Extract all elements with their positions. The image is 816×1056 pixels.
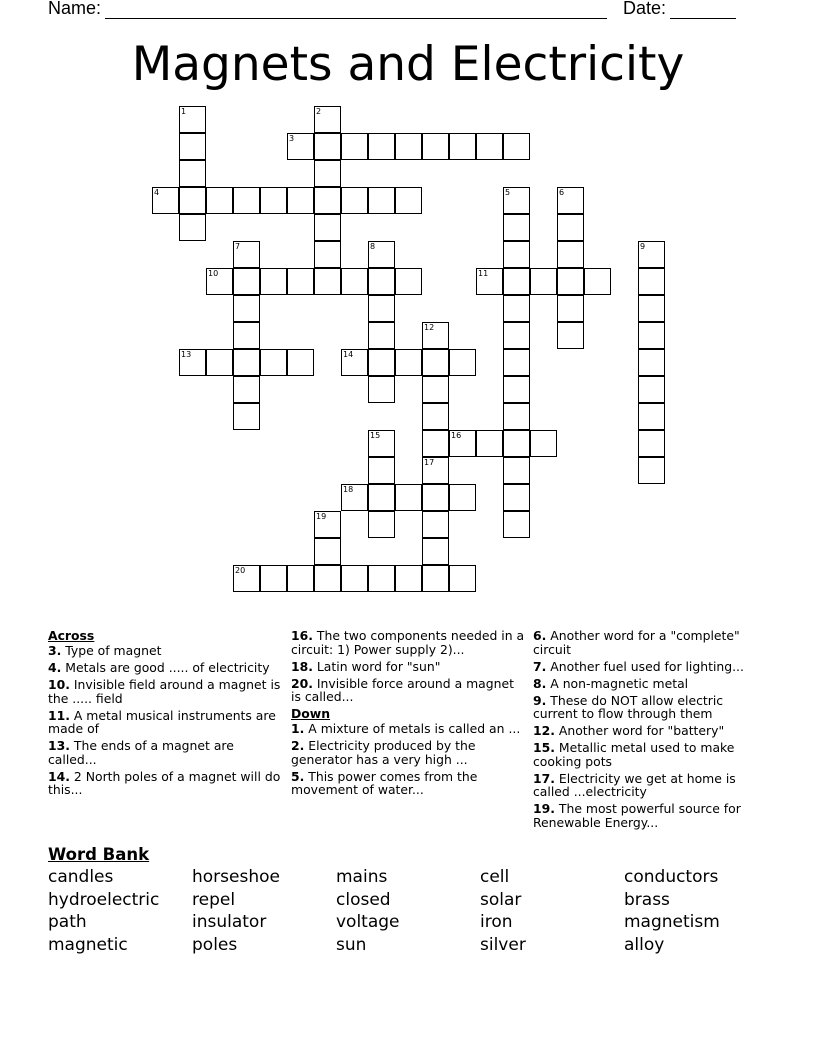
clue-text: The most powerful source for Renewable Energy... [533, 801, 741, 830]
grid-cell[interactable] [341, 484, 368, 511]
clue-number: 16. [291, 628, 313, 643]
clue-number: 13 [181, 350, 192, 359]
grid-cell[interactable] [287, 565, 314, 592]
grid-cell[interactable] [557, 187, 584, 214]
word-bank-word: poles [192, 935, 238, 956]
grid-cell[interactable] [287, 268, 314, 295]
grid-cell[interactable] [368, 241, 395, 268]
clue-number: 3. [48, 643, 62, 658]
date-label: Date: [623, 0, 667, 18]
clue-number: 5 [505, 188, 511, 197]
clue-text: Another fuel used for lighting... [546, 658, 744, 674]
grid-cell[interactable] [368, 133, 395, 160]
grid-cell[interactable] [638, 241, 665, 268]
clue-item [48, 678, 284, 705]
grid-cell[interactable] [395, 349, 422, 376]
grid-cell[interactable] [638, 322, 665, 349]
grid-cell[interactable] [503, 349, 530, 376]
grid-cell[interactable] [341, 565, 368, 592]
clue-number: 9. [533, 692, 547, 708]
clue-text: A non-magnetic metal [546, 675, 689, 691]
clue-item [291, 722, 527, 736]
page-title: Magnets and Electricity [131, 37, 685, 92]
word-bank-title: Word Bank [48, 845, 150, 864]
grid-cell[interactable] [503, 457, 530, 484]
clue-item [48, 661, 284, 675]
grid-cell[interactable] [206, 349, 233, 376]
grid-cell[interactable] [206, 187, 233, 214]
clue-number: 7. [533, 658, 547, 674]
grid-cell[interactable] [314, 511, 341, 538]
clue-text: Invisible field around a magnet is the ..... field [48, 677, 281, 706]
word-bank-column [624, 866, 720, 957]
grid-cell[interactable] [422, 511, 449, 538]
grid-cell[interactable] [314, 160, 341, 187]
clue-number: 16 [451, 431, 462, 440]
clue-text: A metal musical instruments are made of [48, 707, 276, 736]
grid-cell[interactable] [476, 133, 503, 160]
clue-text: The two components needed in a circuit: 1) Power supply 2)... [291, 628, 525, 657]
clue-number: 6 [559, 188, 565, 197]
grid-cell[interactable] [368, 349, 395, 376]
clue-column-3 [533, 629, 769, 833]
clue-number: 6. [533, 628, 547, 643]
grid-cell[interactable] [503, 403, 530, 430]
grid-cell[interactable] [341, 349, 368, 376]
grid-cell[interactable] [530, 268, 557, 295]
clue-item [533, 724, 769, 738]
clue-text: Metallic metal used to make cooking pots [533, 740, 735, 769]
clue-number: 9 [640, 242, 646, 251]
grid-cell[interactable] [503, 187, 530, 214]
clue-item [291, 739, 527, 766]
clue-item [291, 677, 527, 704]
word-bank-column [48, 866, 159, 957]
clue-number: 17 [424, 458, 435, 467]
grid-cell[interactable] [206, 268, 233, 295]
clue-text: Electricity we get at home is called ...electricity [533, 770, 736, 799]
clue-item [533, 660, 769, 674]
grid-cell[interactable] [287, 349, 314, 376]
down-heading: Down [291, 706, 331, 721]
clue-number: 11. [48, 707, 70, 723]
grid-cell[interactable] [422, 349, 449, 376]
clue-number: 18 [343, 485, 354, 494]
word-bank-word: path [48, 912, 87, 933]
grid-cell[interactable] [368, 322, 395, 349]
grid-cell[interactable] [341, 187, 368, 214]
grid-cell[interactable] [395, 187, 422, 214]
grid-cell[interactable] [503, 133, 530, 160]
word-bank-word: candles [48, 867, 114, 887]
clue-text: A mixture of metals is called an ... [304, 721, 521, 736]
clue-item [291, 660, 527, 674]
word-bank-word: cell [480, 867, 510, 887]
grid-cell[interactable] [422, 133, 449, 160]
grid-cell[interactable] [557, 295, 584, 322]
grid-cell[interactable] [260, 187, 287, 214]
grid-cell[interactable] [638, 430, 665, 457]
clue-number: 19. [533, 801, 555, 816]
grid-cell[interactable] [179, 187, 206, 214]
clue-number: 10 [208, 269, 219, 278]
grid-cell[interactable] [530, 430, 557, 457]
clue-number: 4 [154, 188, 160, 197]
clue-item [48, 739, 284, 766]
grid-cell[interactable] [422, 403, 449, 430]
grid-cell[interactable] [422, 376, 449, 403]
word-bank-column [480, 866, 526, 957]
clue-number: 14. [48, 768, 70, 784]
clue-text: Another word for a "complete" circuit [533, 628, 740, 657]
grid-cell[interactable] [422, 484, 449, 511]
clue-number: 14 [343, 350, 354, 359]
grid-cell[interactable] [503, 511, 530, 538]
clue-number: 7 [235, 242, 241, 251]
word-bank-word: conductors [624, 867, 719, 887]
clue-number: 4. [48, 660, 62, 675]
clue-number: 2 [316, 107, 322, 116]
clue-number: 11 [478, 269, 489, 278]
word-bank-word: magnetism [624, 912, 720, 933]
clue-number: 10. [48, 677, 70, 692]
clue-text: Type of magnet [61, 643, 162, 658]
clue-number: 5. [291, 768, 305, 784]
clue-item [533, 741, 769, 768]
clue-text: This power comes from the movement of water... [291, 768, 478, 797]
clue-number: 2. [291, 738, 305, 753]
clue-item [533, 677, 769, 691]
grid-cell[interactable] [341, 133, 368, 160]
grid-cell[interactable] [449, 484, 476, 511]
grid-cell[interactable] [638, 349, 665, 376]
grid-cell[interactable] [503, 241, 530, 268]
clue-number: 20 [235, 566, 246, 575]
grid-cell[interactable] [179, 214, 206, 241]
clue-item [291, 770, 527, 797]
grid-cell[interactable] [503, 430, 530, 457]
clue-number: 18. [291, 658, 313, 674]
word-bank-word: repel [192, 889, 236, 910]
clue-number: 13. [48, 738, 70, 753]
grid-cell[interactable] [179, 133, 206, 160]
grid-cell[interactable] [476, 430, 503, 457]
grid-cell[interactable] [287, 187, 314, 214]
grid-cell[interactable] [179, 106, 206, 133]
grid-cell[interactable] [449, 349, 476, 376]
grid-cell[interactable] [422, 565, 449, 592]
grid-cell[interactable] [422, 457, 449, 484]
grid-cell[interactable] [314, 565, 341, 592]
word-bank-word: alloy [624, 935, 665, 956]
grid-cell[interactable] [368, 295, 395, 322]
clue-number: 8. [533, 675, 547, 691]
clue-item [291, 629, 527, 656]
grid-cell[interactable] [449, 133, 476, 160]
word-bank-column [192, 866, 280, 957]
grid-cell[interactable] [314, 268, 341, 295]
clue-item [48, 644, 284, 658]
grid-cell[interactable] [395, 565, 422, 592]
word-bank-word: sun [336, 935, 367, 956]
grid-cell[interactable] [638, 403, 665, 430]
grid-cell[interactable] [503, 322, 530, 349]
grid-cell[interactable] [638, 295, 665, 322]
word-bank-word: iron [480, 912, 513, 933]
word-bank-word: silver [480, 935, 526, 956]
clue-number: 15. [533, 740, 555, 755]
grid-cell[interactable] [179, 160, 206, 187]
across-heading: Across [48, 628, 95, 643]
grid-cell[interactable] [476, 268, 503, 295]
grid-cell[interactable] [152, 187, 179, 214]
clue-item [48, 709, 284, 736]
grid-cell[interactable] [368, 457, 395, 484]
clue-number: 12 [424, 323, 435, 332]
clue-number: 1 [181, 107, 187, 116]
grid-cell[interactable] [395, 268, 422, 295]
grid-cell[interactable] [638, 268, 665, 295]
grid-cell[interactable] [638, 457, 665, 484]
clue-item [533, 802, 769, 829]
grid-cell[interactable] [314, 106, 341, 133]
grid-cell[interactable] [233, 268, 260, 295]
grid-cell[interactable] [368, 268, 395, 295]
grid-cell[interactable] [503, 214, 530, 241]
grid-cell[interactable] [233, 349, 260, 376]
grid-cell[interactable] [422, 538, 449, 565]
word-bank-word: insulator [192, 912, 267, 933]
clue-text: Invisible force around a magnet is called... [291, 675, 514, 704]
grid-cell[interactable] [449, 430, 476, 457]
name-label: Name: [48, 0, 102, 18]
word-bank-word: horseshoe [192, 867, 280, 887]
grid-cell[interactable] [638, 376, 665, 403]
clue-item [533, 694, 769, 721]
grid-cell[interactable] [422, 322, 449, 349]
grid-cell[interactable] [233, 295, 260, 322]
grid-cell[interactable] [260, 349, 287, 376]
grid-cell[interactable] [557, 214, 584, 241]
clue-item [533, 772, 769, 799]
clue-number: 3 [289, 134, 295, 143]
clue-text: Metals are good ..... of electricity [61, 660, 270, 675]
grid-cell[interactable] [233, 187, 260, 214]
clue-number: 8 [370, 242, 376, 251]
grid-cell[interactable] [233, 403, 260, 430]
grid-cell[interactable] [395, 484, 422, 511]
grid-cell[interactable] [368, 484, 395, 511]
clue-text: Another word for "battery" [554, 723, 725, 738]
clue-item [48, 770, 284, 797]
grid-cell[interactable] [233, 376, 260, 403]
grid-cell[interactable] [368, 376, 395, 403]
clue-column-1 [48, 629, 284, 800]
grid-cell[interactable] [179, 349, 206, 376]
clue-number: 12. [533, 723, 555, 738]
word-bank-word: closed [336, 889, 391, 910]
clue-text: Electricity produced by the generator has a very high ... [291, 738, 476, 767]
grid-cell[interactable] [260, 565, 287, 592]
word-bank-word: voltage [336, 912, 400, 933]
grid-cell[interactable] [557, 241, 584, 268]
grid-cell[interactable] [503, 376, 530, 403]
clue-item [533, 629, 769, 656]
grid-cell[interactable] [341, 268, 368, 295]
grid-cell[interactable] [368, 187, 395, 214]
grid-cell[interactable] [314, 538, 341, 565]
word-bank-column [336, 866, 400, 957]
clue-number: 19 [316, 512, 327, 521]
grid-cell[interactable] [260, 268, 287, 295]
grid-cell[interactable] [233, 241, 260, 268]
clue-text: These do NOT allow electric current to flow through them [533, 692, 724, 721]
grid-cell[interactable] [314, 241, 341, 268]
clue-number: 20. [291, 675, 313, 691]
clue-text: Latin word for "sun" [312, 658, 441, 674]
grid-cell[interactable] [557, 268, 584, 295]
grid-cell[interactable] [503, 295, 530, 322]
grid-cell[interactable] [368, 430, 395, 457]
grid-cell[interactable] [395, 133, 422, 160]
word-bank-word: mains [336, 867, 388, 887]
grid-cell[interactable] [314, 133, 341, 160]
word-bank-word: solar [480, 889, 522, 910]
grid-cell[interactable] [314, 187, 341, 214]
grid-cell[interactable] [314, 214, 341, 241]
grid-cell[interactable] [233, 322, 260, 349]
clue-column-2 [291, 629, 527, 800]
clue-text: The ends of a magnet are called... [48, 738, 234, 767]
grid-cell[interactable] [287, 133, 314, 160]
clue-number: 17. [533, 770, 555, 786]
clue-number: 15 [370, 431, 381, 440]
grid-cell[interactable] [368, 511, 395, 538]
grid-cell[interactable] [584, 268, 611, 295]
grid-cell[interactable] [449, 565, 476, 592]
clue-number: 1. [291, 721, 305, 736]
word-bank-word: hydroelectric [48, 889, 160, 910]
word-bank-word: brass [624, 889, 670, 910]
grid-cell[interactable] [557, 322, 584, 349]
grid-cell[interactable] [503, 268, 530, 295]
clue-text: 2 North poles of a magnet will do this... [48, 768, 281, 797]
grid-cell[interactable] [422, 430, 449, 457]
grid-cell[interactable] [233, 565, 260, 592]
word-bank-word: magnetic [48, 935, 128, 956]
grid-cell[interactable] [503, 484, 530, 511]
grid-cell[interactable] [368, 565, 395, 592]
